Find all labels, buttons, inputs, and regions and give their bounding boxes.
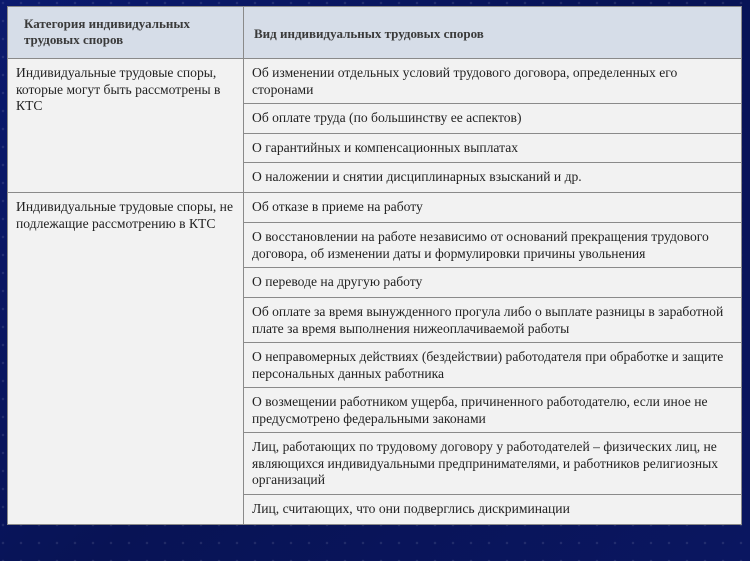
- dispute-type-cell: Об отказе в приеме на работу: [244, 193, 742, 223]
- category-cell-kts: Индивидуальные трудовые споры, которые могут быть рассмотрены в КТС: [8, 59, 244, 193]
- dispute-type-cell: Лиц, работающих по трудовому договору у работодателей – физических лиц, не являющихся индивидуальными предпринимателями, и работников религиозных организаций: [244, 433, 742, 495]
- dispute-type-cell: О восстановлении на работе независимо от оснований прекращения трудового договора, об изменении даты и формулировки причины увольнения: [244, 223, 742, 268]
- dispute-type-cell: О наложении и снятии дисциплинарных взысканий и др.: [244, 163, 742, 193]
- dispute-type-cell: О возмещении работником ущерба, причиненного работодателю, если иное не предусмотрено федеральными законами: [244, 388, 742, 433]
- dispute-type-cell: О неправомерных действиях (бездействии) работодателя при обработке и защите персональных данных работника: [244, 343, 742, 388]
- dispute-type-cell: О переводе на другую работу: [244, 268, 742, 298]
- table-row: [8, 59, 742, 104]
- category-cell-non-kts: Индивидуальные трудовые споры, не подлежащие рассмотрению в КТС: [8, 193, 244, 525]
- dispute-type-cell: Об оплате труда (по большинству ее аспектов): [244, 104, 742, 134]
- header-category: Категория индивидуальных трудовых споров: [8, 7, 244, 59]
- dispute-type-cell: О гарантийных и компенсационных выплатах: [244, 134, 742, 163]
- dispute-type-cell: Об оплате за время вынужденного прогула либо о выплате разницы в заработной плате за время выполнения нижеоплачиваемой работы: [244, 298, 742, 343]
- labor-disputes-table: [7, 6, 742, 525]
- header-type: Вид индивидуальных трудовых споров: [244, 7, 742, 59]
- dispute-type-cell: Об изменении отдельных условий трудового договора, определенных его сторонами: [244, 59, 742, 104]
- dispute-type-cell: Лиц, считающих, что они подверглись дискриминации: [244, 495, 742, 525]
- table-row: [8, 193, 742, 223]
- header-row: [8, 7, 742, 59]
